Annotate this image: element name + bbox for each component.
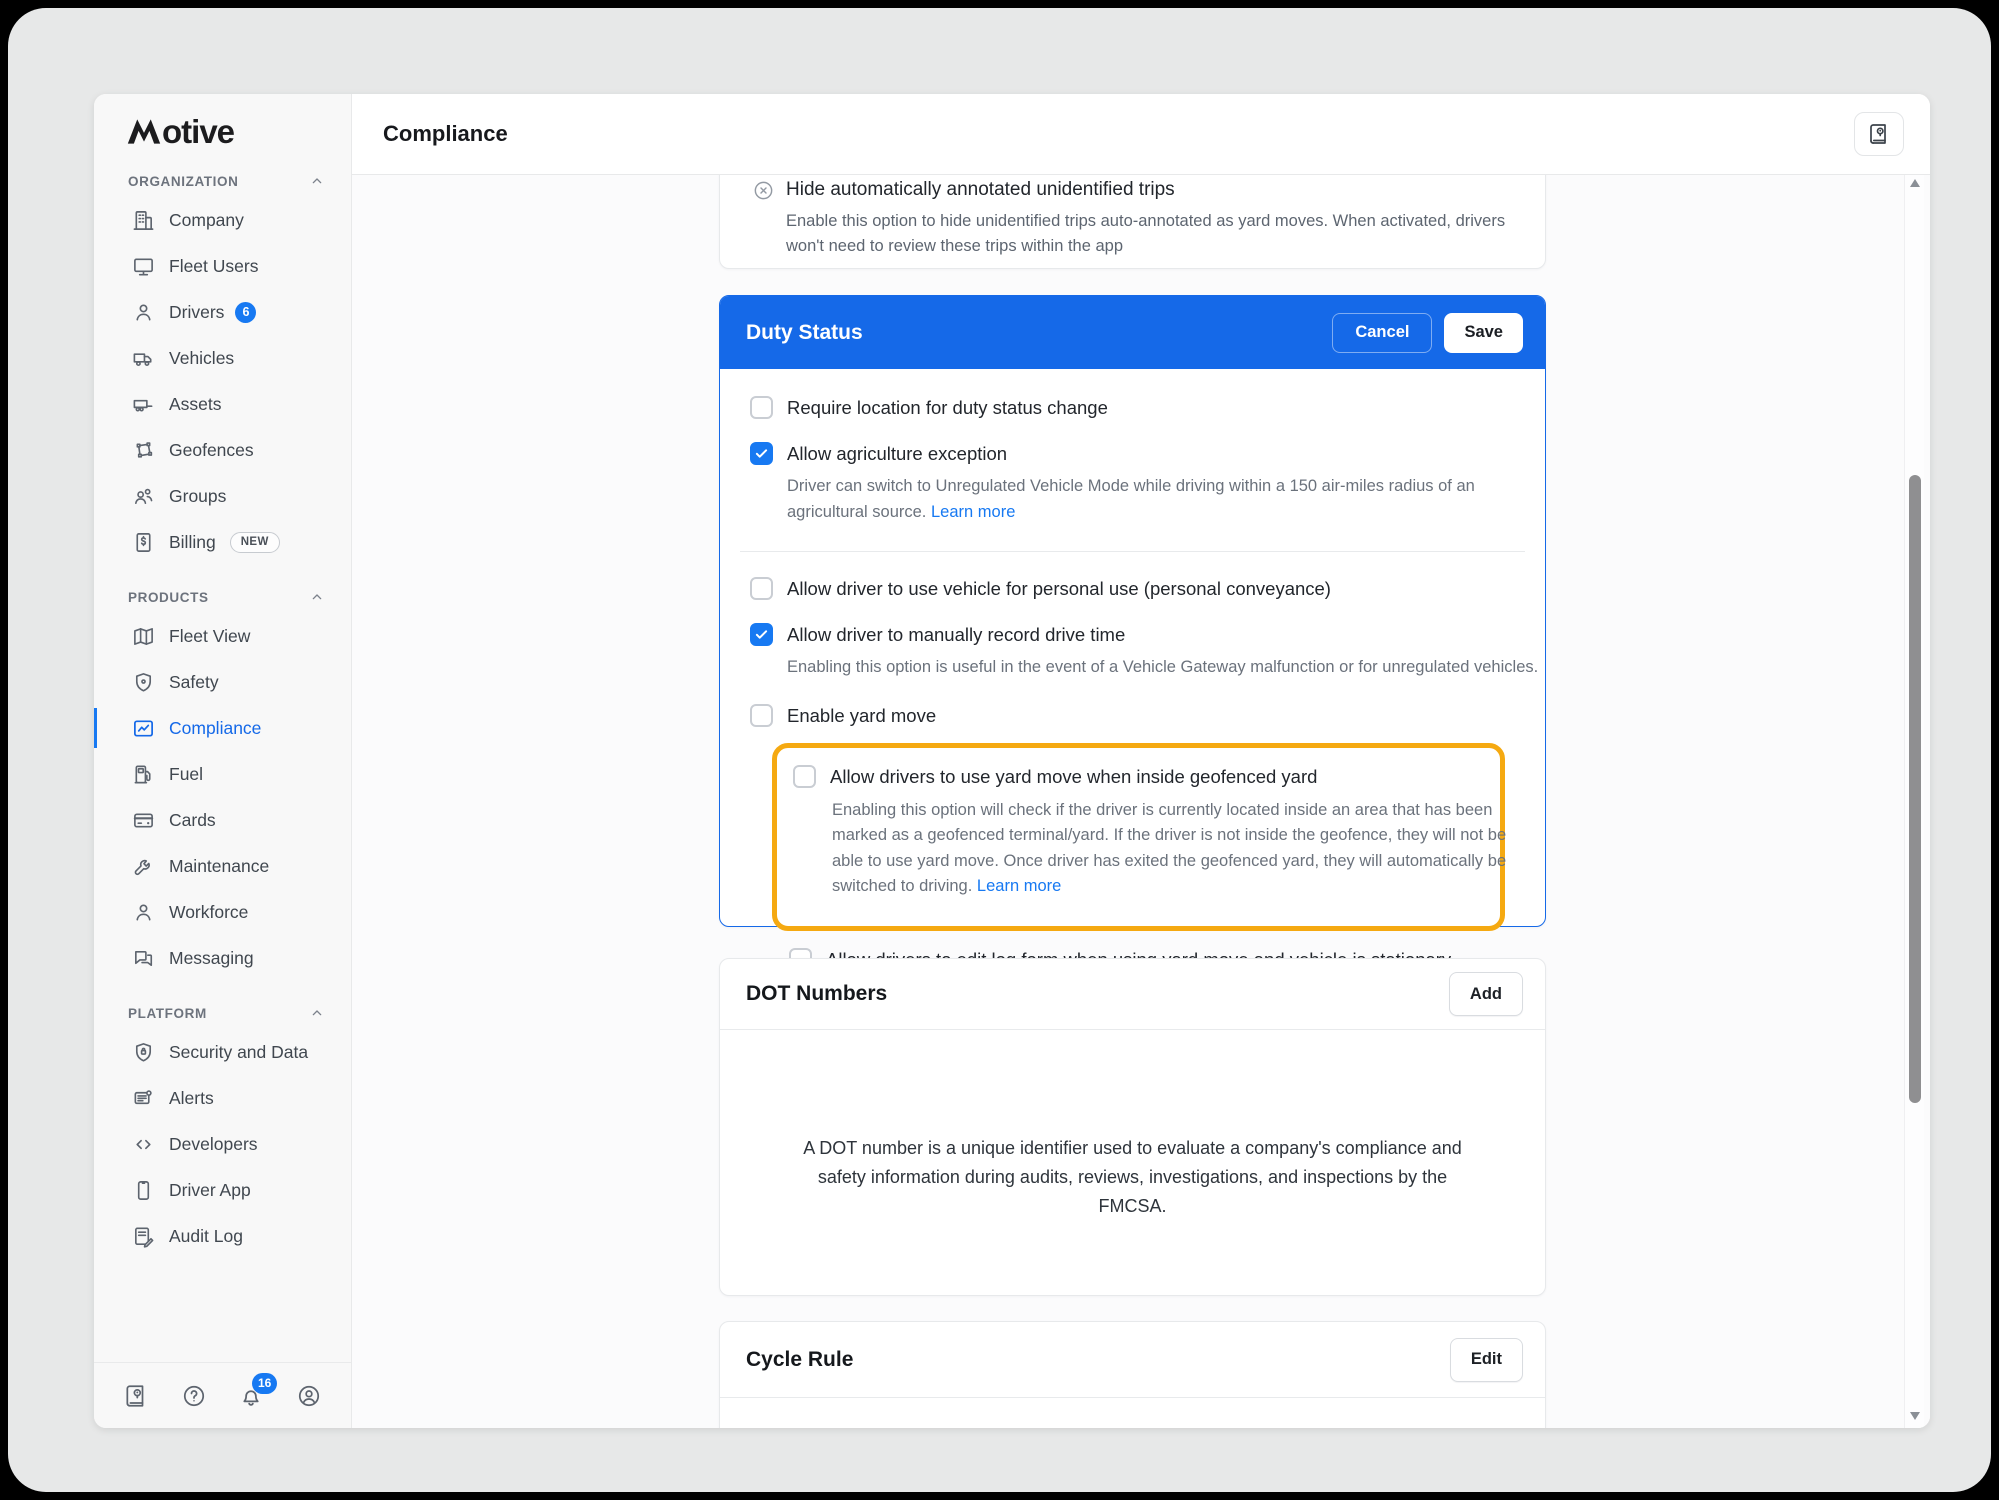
cycle-rule-card <box>719 1321 1546 1428</box>
dot-numbers-card <box>719 958 1546 1296</box>
dot-numbers-empty-text: A DOT number is a unique identifier used to evaluate a company's compliance and safety information during audits, reviews, investigations, and inspections by the FMCSA. <box>803 1138 1462 1216</box>
chevron-up-icon <box>309 173 325 189</box>
option-manual-drive-time <box>750 624 1515 646</box>
sidebar-item-label: Geofences <box>169 439 254 460</box>
dot-numbers-header <box>720 959 1545 1030</box>
trips-option-description: Enable this option to hide unidentified trips auto-annotated as yard moves. When activated, drivers won't need to review these trips within the app <box>786 212 1506 256</box>
sidebar-item-label: Company <box>169 209 244 230</box>
sidebar-item-billing[interactable] <box>94 519 351 565</box>
sidebar-item-drivers[interactable] <box>94 289 351 335</box>
top-bar <box>352 94 1930 175</box>
logbook-button[interactable] <box>122 1382 150 1410</box>
cycle-rule-header <box>720 1322 1545 1398</box>
chat-icon <box>132 947 155 970</box>
page-title: Compliance <box>383 121 508 146</box>
motive-logo[interactable] <box>94 94 351 149</box>
sidebar-item-label: Fuel <box>169 763 204 784</box>
highlighted-option-box <box>772 743 1505 931</box>
option-label: Allow driver to manually record drive time <box>787 624 1126 646</box>
sidebar-item-label: Maintenance <box>169 855 270 876</box>
scroll-down-arrow[interactable] <box>1910 1412 1920 1420</box>
sidebar-item-label: Fleet Users <box>169 255 259 276</box>
sidebar-nav <box>94 149 351 1362</box>
cancel-button[interactable]: Cancel <box>1332 313 1432 353</box>
require-location-checkbox[interactable] <box>750 396 773 419</box>
billing-icon <box>132 531 155 554</box>
option-label: Allow drivers to use yard move when inside geofenced yard <box>830 765 1318 787</box>
duty-status-body <box>720 369 1545 971</box>
divider <box>740 551 1525 552</box>
audit-log-icon <box>132 1225 155 1248</box>
sidebar-item-label: Fleet View <box>169 625 251 646</box>
sidebar-item-developers[interactable] <box>94 1121 351 1167</box>
drivers-count-badge: 6 <box>235 302 256 323</box>
dot-numbers-title: DOT Numbers <box>746 982 888 1005</box>
personal-conveyance-checkbox[interactable] <box>750 577 773 600</box>
billing-new-badge: NEW <box>230 532 280 553</box>
notification-count-badge: 16 <box>252 1373 277 1394</box>
sidebar-item-groups[interactable] <box>94 473 351 519</box>
option-label: Allow agriculture exception <box>787 443 1008 464</box>
sidebar-item-driver-app[interactable] <box>94 1167 351 1213</box>
logbook-pin-icon <box>123 1383 149 1409</box>
logo-m-icon <box>126 118 162 145</box>
sidebar-item-label: Compliance <box>169 717 262 738</box>
sidebar-item-label: Driver App <box>169 1179 251 1200</box>
unidentified-trips-card <box>719 175 1546 269</box>
sidebar-item-fleet-users[interactable] <box>94 243 351 289</box>
groups-icon <box>132 485 155 508</box>
option-label: Enable yard move <box>787 704 937 726</box>
desktop-background <box>8 8 1991 1492</box>
credit-card-icon <box>132 809 155 832</box>
sidebar-item-label: Messaging <box>169 947 254 968</box>
logo-text: otive <box>162 113 235 150</box>
chevron-up-icon <box>309 589 325 605</box>
shield-lock-icon <box>132 1041 155 1064</box>
monitor-icon <box>132 255 155 278</box>
truck-icon <box>132 347 155 370</box>
section-label: PLATFORM <box>128 1005 207 1021</box>
sidebar-item-maintenance[interactable] <box>94 843 351 889</box>
sidebar-item-vehicles[interactable] <box>94 335 351 381</box>
learn-more-link[interactable]: Learn more <box>976 877 1062 896</box>
option-description: Enabling this option is useful in the event of a Vehicle Gateway malfunction or for unregulated vehicles. <box>787 658 1539 677</box>
checkmark-icon <box>753 445 770 462</box>
person-icon <box>132 901 155 924</box>
trips-option-title: Hide automatically annotated unidentified trips <box>786 179 1175 200</box>
sidebar-item-label: Drivers <box>169 301 225 322</box>
sidebar-item-label: Security and Data <box>169 1041 309 1062</box>
sidebar-item-label: Cards <box>169 809 216 830</box>
alerts-icon <box>132 1087 155 1110</box>
motive-logo-mark <box>126 113 235 150</box>
sidebar-item-cards[interactable] <box>94 797 351 843</box>
section-label: ORGANIZATION <box>128 173 239 189</box>
sidebar-item-label: Safety <box>169 671 219 692</box>
yard-move-geofence-checkbox[interactable] <box>793 765 816 788</box>
code-icon <box>132 1133 155 1156</box>
notifications-button[interactable] <box>237 1376 272 1410</box>
main-area <box>352 94 1930 1428</box>
logbook-shortcut-button[interactable] <box>1854 112 1904 156</box>
description-text: Enabling this option will check if the driver is currently located inside an area that has been marked as a geofenced terminal/yard. If the driver is not inside the geofence, they will not be able to use yard move. Once driver has exited the geofenced yard, they will automatically be switched to driving. <box>832 800 1507 896</box>
sidebar-item-compliance[interactable] <box>94 705 351 751</box>
sidebar-item-label: Vehicles <box>169 347 235 368</box>
option-require-location <box>750 397 1515 419</box>
sidebar-item-assets[interactable] <box>94 381 351 427</box>
section-label: PRODUCTS <box>128 589 209 605</box>
sidebar-item-label: Billing <box>169 531 216 552</box>
sidebar-item-company[interactable] <box>94 197 351 243</box>
fuel-pump-icon <box>132 763 155 786</box>
trailer-icon <box>132 393 155 416</box>
content-scroll-area <box>352 175 1930 1428</box>
help-button[interactable] <box>180 1382 208 1410</box>
learn-more-link[interactable]: Learn more <box>931 502 1016 521</box>
compliance-icon <box>132 717 155 740</box>
option-personal-conveyance <box>750 578 1515 600</box>
section-products[interactable] <box>94 565 351 613</box>
sidebar-item-audit-log[interactable] <box>94 1213 351 1259</box>
sidebar-item-geofences[interactable] <box>94 427 351 473</box>
section-platform[interactable] <box>94 981 351 1029</box>
user-circle-icon <box>296 1383 322 1409</box>
sidebar-footer <box>94 1362 351 1428</box>
option-description <box>832 798 1532 900</box>
person-icon <box>132 301 155 324</box>
sidebar-item-label: Assets <box>169 393 222 414</box>
logbook-pin-icon <box>1867 122 1891 146</box>
enable-yard-move-checkbox[interactable] <box>750 704 773 727</box>
agriculture-exception-checkbox[interactable] <box>750 442 773 465</box>
chevron-up-icon <box>309 1005 325 1021</box>
option-agriculture-exception <box>750 443 1515 465</box>
sidebar-item-label: Groups <box>169 485 227 506</box>
duty-status-header <box>720 296 1545 369</box>
sidebar-item-fleet-view[interactable] <box>94 613 351 659</box>
shield-icon <box>132 671 155 694</box>
help-icon <box>181 1383 207 1409</box>
geofence-icon <box>132 439 155 462</box>
option-label: Allow driver to use vehicle for personal use (personal conveyance) <box>787 578 1331 600</box>
duty-status-title: Duty Status <box>746 320 863 344</box>
dot-numbers-empty-state <box>720 1030 1545 1220</box>
sidebar-item-security-and-data[interactable] <box>94 1029 351 1075</box>
sidebar-item-safety[interactable] <box>94 659 351 705</box>
wrench-icon <box>132 855 155 878</box>
vertical-scrollbar[interactable] <box>1904 175 1924 1428</box>
circle-x-icon <box>752 179 775 202</box>
scrollbar-thumb[interactable] <box>1909 475 1921 1103</box>
checkmark-icon <box>753 626 770 643</box>
building-icon <box>132 209 155 232</box>
cycle-rule-title: Cycle Rule <box>746 1347 854 1371</box>
sidebar-item-label: Workforce <box>169 901 249 922</box>
sidebar-item-label: Alerts <box>169 1087 214 1108</box>
scroll-up-arrow[interactable] <box>1910 179 1920 187</box>
option-description <box>787 474 1527 525</box>
sidebar-item-label: Developers <box>169 1133 258 1154</box>
sidebar <box>94 94 352 1428</box>
edit-button[interactable]: Edit <box>1450 1338 1523 1382</box>
section-organization[interactable] <box>94 149 351 197</box>
manual-drive-time-checkbox[interactable] <box>750 623 773 646</box>
phone-icon <box>132 1179 155 1202</box>
option-label: Require location for duty status change <box>787 397 1108 418</box>
sidebar-item-messaging[interactable] <box>94 935 351 981</box>
sidebar-item-alerts[interactable] <box>94 1075 351 1121</box>
description-text: Driver can switch to Unregulated Vehicle Mode while driving within a 150 air-miles radius of an agricultural source. <box>787 477 1475 521</box>
option-enable-yard-move <box>750 705 1515 727</box>
duty-status-card <box>719 295 1546 927</box>
add-button[interactable]: Add <box>1449 972 1523 1016</box>
app-window <box>94 94 1930 1428</box>
sidebar-item-label: Audit Log <box>169 1225 243 1246</box>
account-button[interactable] <box>295 1382 323 1410</box>
map-icon <box>132 625 155 648</box>
option-yard-move-geofence <box>793 766 1480 788</box>
sidebar-item-workforce[interactable] <box>94 889 351 935</box>
save-button[interactable]: Save <box>1444 313 1523 353</box>
sidebar-item-fuel[interactable] <box>94 751 351 797</box>
